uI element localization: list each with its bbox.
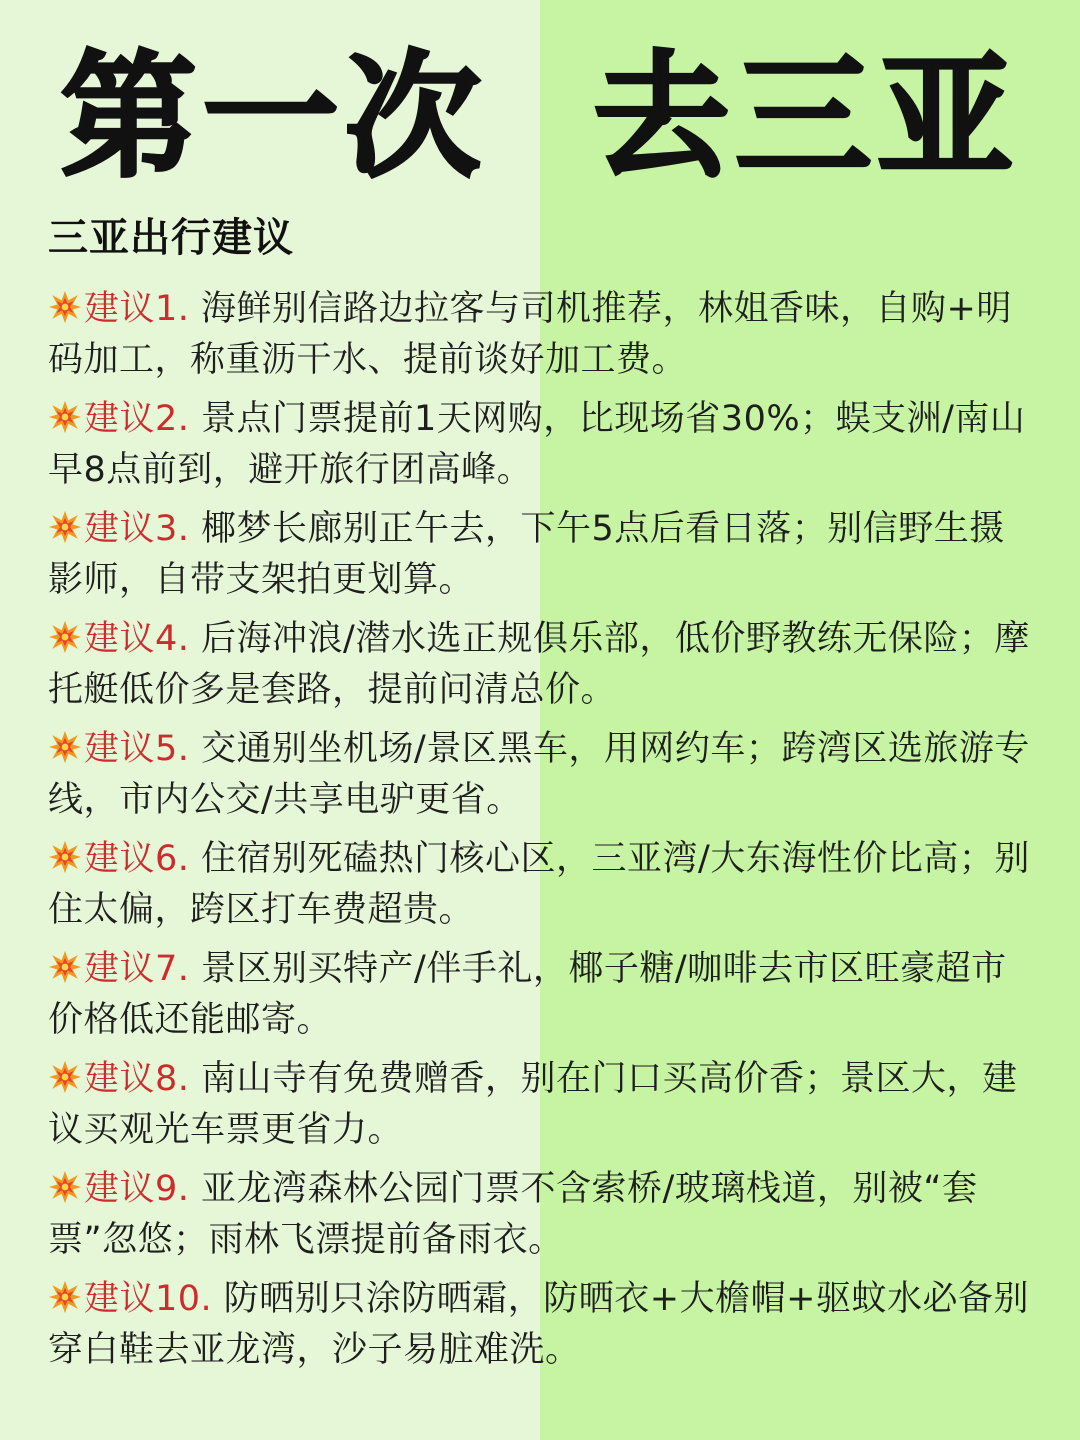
collision-icon — [48, 1060, 82, 1094]
collision-icon — [48, 620, 82, 654]
list-item — [48, 1164, 1038, 1266]
collision-icon — [48, 1170, 82, 1204]
list-item — [48, 394, 1038, 496]
tip-text: 亚龙湾森林公园门票不含索桥/玻璃栈道，别被“套票”忽悠；雨林飞漂提前备雨衣。 — [48, 1169, 978, 1260]
list-item — [48, 1274, 1038, 1376]
tip-label: 建议3. — [84, 509, 190, 549]
tip-label: 建议9. — [84, 1169, 190, 1209]
collision-icon — [48, 730, 82, 764]
list-item — [48, 944, 1038, 1046]
tip-label: 建议4. — [84, 619, 190, 659]
tip-text: 交通别坐机场/景区黑车，用网约车；跨湾区选旅游专线，市内公交/共享电驴更省。 — [48, 729, 1030, 820]
collision-icon — [48, 840, 82, 874]
tip-text: 后海冲浪/潜水选正规俱乐部，低价野教练无保险；摩托艇低价多是套路，提前问清总价。 — [48, 619, 1030, 710]
tip-text: 住宿别死磕热门核心区，三亚湾/大东海性价比高；别住太偏，跨区打车费超贵。 — [48, 839, 1030, 930]
tip-label: 建议8. — [84, 1059, 190, 1099]
tip-label: 建议6. — [84, 839, 190, 879]
collision-icon — [48, 950, 82, 984]
tip-text: 椰梦长廊别正午去，下午5点后看日落；别信野生摄影师，自带支架拍更划算。 — [48, 509, 1005, 600]
tips-list — [48, 284, 1038, 1384]
collision-icon — [48, 290, 82, 324]
tip-label: 建议7. — [84, 949, 190, 989]
tip-text: 南山寺有免费赠香，别在门口买高价香；景区大，建议买观光车票更省力。 — [48, 1059, 1018, 1150]
tip-label: 建议1. — [84, 289, 190, 329]
collision-icon — [48, 510, 82, 544]
tip-text: 景点门票提前1天网购，比现场省30%；蜈支洲/南山早8点前到，避开旅行团高峰。 — [48, 399, 1026, 490]
collision-icon — [48, 400, 82, 434]
tip-label: 建议5. — [84, 729, 190, 769]
tip-label: 建议10. — [84, 1279, 213, 1319]
list-item — [48, 284, 1038, 386]
tip-text: 景区别买特产/伴手礼，椰子糖/咖啡去市区旺豪超市价格低还能邮寄。 — [48, 949, 1007, 1040]
collision-icon — [48, 1280, 82, 1314]
tip-text: 海鲜别信路边拉客与司机推荐，林姐香味，自购+明码加工，称重沥干水、提前谈好加工费。 — [48, 289, 1012, 380]
list-item — [48, 1054, 1038, 1156]
tip-text: 防晒别只涂防晒霜，防晒衣+大檐帽+驱蚊水必备别穿白鞋去亚龙湾，沙子易脏难洗。 — [48, 1279, 1029, 1370]
page-title: 第一次 去三亚 — [60, 39, 1020, 197]
list-item — [48, 614, 1038, 716]
list-item — [48, 504, 1038, 606]
section-heading: 三亚出行建议 — [48, 215, 294, 261]
list-item — [48, 834, 1038, 936]
tip-label: 建议2. — [84, 399, 190, 439]
list-item — [48, 724, 1038, 826]
